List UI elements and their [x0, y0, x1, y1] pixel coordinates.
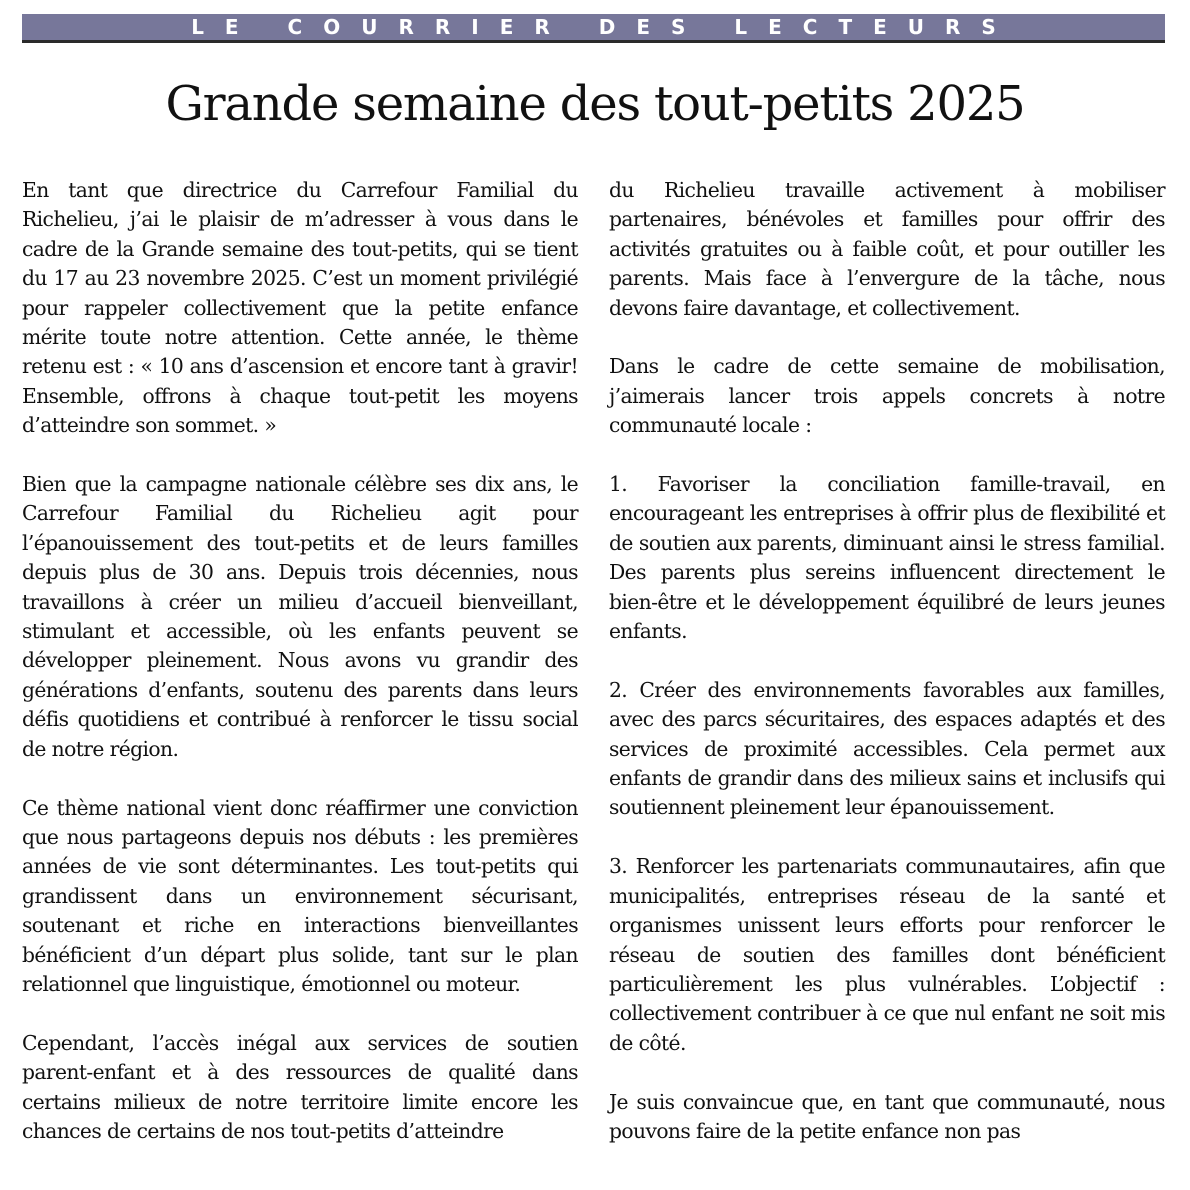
article-paragraph: Je suis convaincue que, en tant que communauté, nous pouvons faire de la petite enfance non pas — [609, 1089, 1165, 1143]
article-paragraph: 2. Créer des environnements favorables aux familles, avec des parcs sécuritaires, des espaces adaptés et des services de proximité accessibles. Cela permet aux enfants de grandir dans des milieux sains et inclusifs qui soutiennent pleinement leur épanouissement. — [609, 677, 1165, 820]
article-paragraph: En tant que directrice du Carrefour Familial du Richelieu, j’ai le plaisir de m’adresser à vous dans le cadre de la Grande semaine des tout-petits, qui se tient du 17 au 23 novembre 2025. C’est un moment privilégié pour rappeler collectivement que la petite enfance mérite toute notre attention. Cette année, le thème retenu est : « 10 ans d’ascension et encore tant à gravir! Ensemble, offrons à chaque tout-petit les moyens d’atteindre son sommet. » — [22, 178, 578, 438]
article-headline: Grande semaine des tout-petits 2025 — [165, 76, 1025, 132]
section-banner — [22, 14, 1165, 43]
article-paragraph: Cependant, l’accès inégal aux services de soutien parent-enfant et à des ressources de qualité dans certains milieux de notre territoire limite encore les chances de certains de nos tout-petits d’atteindre — [22, 1030, 578, 1143]
section-banner-label: LE COURRIER DES LECTEURS — [191, 15, 1017, 39]
article-column-left — [22, 176, 578, 1176]
article-paragraph: 3. Renforcer les partenariats communautaires, afin que municipalités, entreprises réseau de la santé et organismes unissent leurs efforts pour renforcer le réseau de soutien des familles dont bénéficient particulièrement les plus vulnérables. L’objectif : collectivement contribuer à ce que nul enfant ne soit mis de côté. — [609, 854, 1165, 1055]
article-paragraph: du Richelieu travaille activement à mobiliser partenaires, bénévoles et familles pour offrir des activités gratuites ou à faible coût, et pour outiller les parents. Mais face à l’envergure de la tâche, nous devons faire davantage, et collectivement. — [609, 178, 1165, 320]
article-paragraph: Bien que la campagne nationale célèbre ses dix ans, le Carrefour Familial du Richelieu agit pour l’épanouissement des tout-petits et de leurs familles depuis plus de 30 ans. Depuis trois décennies, nous travaillons à créer un milieu d’accueil bienveillant, stimulant et accessible, où les enfants peuvent se développer pleinement. Nous avons vu grandir des générations d’enfants, soutenu des parents dans leurs défis quotidiens et contribué à renforcer le tissu social de notre région. — [22, 472, 578, 761]
article-paragraph: Ce thème national vient donc réaffirmer une conviction que nous partageons depuis nos débuts : les premières années de vie sont déterminantes. Les tout-petits qui grandissent dans un environnement sécurisant, soutenant et riche en interactions bienveillantes bénéficient d’un départ plus solide, tant sur le plan relationnel que linguistique, émotionnel ou moteur. — [22, 795, 578, 996]
article-paragraph: Dans le cadre de cette semaine de mobilisation, j’aimerais lancer trois appels concrets à notre communauté locale : — [609, 354, 1165, 438]
article-paragraph: 1. Favoriser la conciliation famille-travail, en encourageant les entreprises à offrir plus de flexibilité et de soutien aux parents, diminuant ainsi le stress familial. Des parents plus sereins influencent directement le bien-être et le développement équilibré de leurs jeunes enfants. — [609, 472, 1165, 644]
article-column-right — [609, 176, 1165, 1176]
